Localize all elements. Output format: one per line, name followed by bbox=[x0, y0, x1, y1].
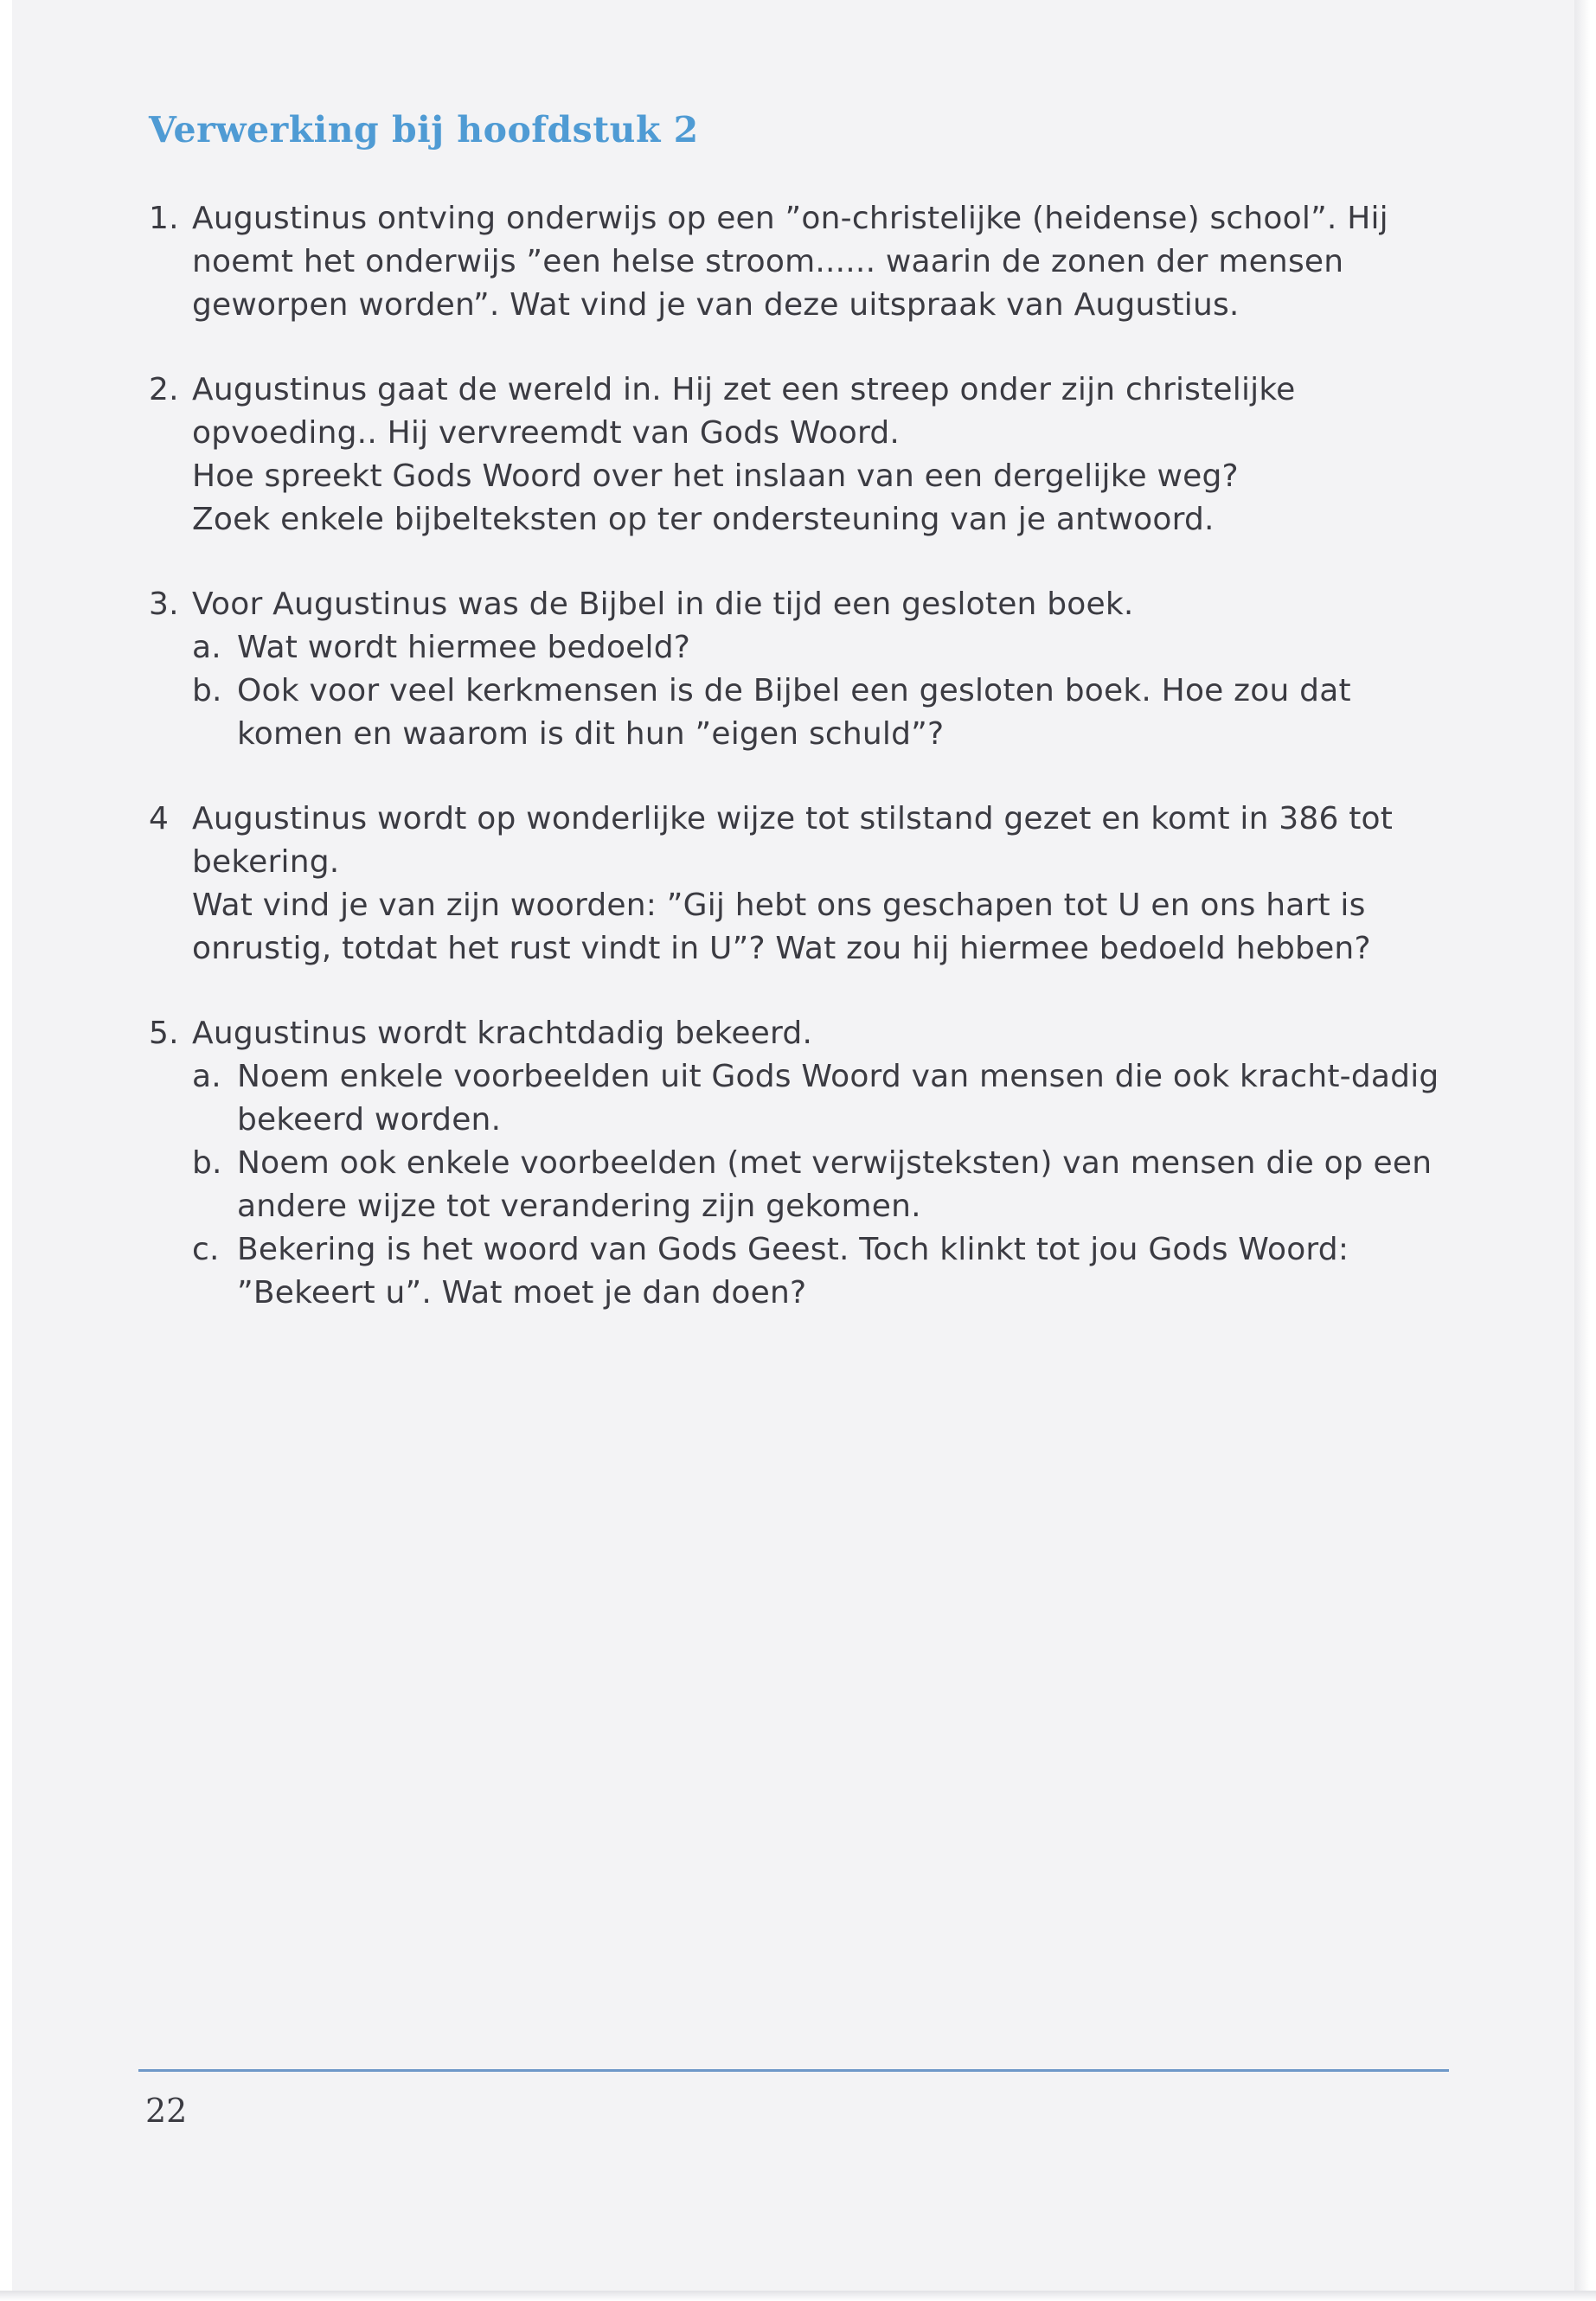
question-text: Augustinus wordt krachtdadig bekeerd. bbox=[192, 1016, 813, 1051]
question-number: 2. bbox=[149, 372, 179, 407]
sub-question-a bbox=[192, 626, 1455, 670]
question-line: Zoek enkele bijbelteksten op ter ondersteuning van je antwoord. bbox=[192, 502, 1215, 537]
question-line: Wat vind je van zijn woorden: ”Gij hebt ons geschapen tot U en ons hart is onrustig, totdat het rust vindt in U”? Wat zou hij hiermee bedoeld hebben? bbox=[192, 888, 1371, 966]
question-number: 3. bbox=[149, 586, 179, 622]
question-text: Augustinus wordt op wonderlijke wijze tot stilstand gezet en komt in 386 tot bekering. bbox=[192, 801, 1394, 880]
sub-question-label: a. bbox=[192, 1059, 221, 1094]
sub-question-b bbox=[192, 1142, 1455, 1228]
sub-question-label: b. bbox=[192, 1145, 222, 1181]
question-1 bbox=[149, 197, 1455, 327]
sub-question-text: Ook voor veel kerkmensen is de Bijbel een gesloten boek. Hoe zou dat komen en waarom is dit hun ”eigen schuld”? bbox=[237, 673, 1351, 752]
sub-question-text: Wat wordt hiermee bedoeld? bbox=[237, 630, 691, 665]
question-text: Voor Augustinus was de Bijbel in die tijd een gesloten boek. bbox=[192, 586, 1134, 622]
footer-rule bbox=[138, 2069, 1449, 2072]
sub-question-text: Bekering is het woord van Gods Geest. Toch klinkt tot jou Gods Woord: ”Bekeert u”. Wat moet je dan doen? bbox=[237, 1232, 1349, 1311]
sub-question-a bbox=[192, 1055, 1455, 1142]
sub-question-label: c. bbox=[192, 1232, 220, 1267]
sub-question-label: a. bbox=[192, 630, 221, 665]
page-number: 22 bbox=[145, 2092, 188, 2130]
question-number: 4 bbox=[149, 801, 170, 836]
question-list bbox=[149, 197, 1455, 1356]
sub-question-b bbox=[192, 670, 1455, 756]
question-line: Hoe spreekt Gods Woord over het inslaan van een dergelijke weg? bbox=[192, 458, 1239, 494]
sub-question-c bbox=[192, 1228, 1455, 1315]
question-5 bbox=[149, 1012, 1455, 1315]
question-number: 5. bbox=[149, 1016, 179, 1051]
question-2 bbox=[149, 369, 1455, 542]
question-4 bbox=[149, 798, 1455, 971]
page-edge-right bbox=[1574, 0, 1590, 2301]
page-heading: Verwerking bij hoofdstuk 2 bbox=[149, 109, 699, 151]
sub-question-text: Noem ook enkele voorbeelden (met verwijsteksten) van mensen die op een andere wijze tot verandering zijn gekomen. bbox=[237, 1145, 1433, 1224]
question-number: 1. bbox=[149, 201, 179, 236]
page-edge-bottom bbox=[0, 2291, 1596, 2301]
sub-question-text: Noem enkele voorbeelden uit Gods Woord van mensen die ook kracht-dadig bekeerd worden. bbox=[237, 1059, 1439, 1138]
question-text: Augustinus gaat de wereld in. Hij zet een streep onder zijn christelijke opvoeding.. Hij vervreemdt van Gods Woord. bbox=[192, 372, 1296, 451]
question-text: Augustinus ontving onderwijs op een ”on-christelijke (heidense) school”. Hij noemt het onderwijs ”een helse stroom...... waarin de zonen der mensen geworpen worden”. Wat vind je van deze uitspraak van Augustius. bbox=[192, 201, 1388, 323]
question-3 bbox=[149, 583, 1455, 756]
sub-question-label: b. bbox=[192, 673, 222, 708]
